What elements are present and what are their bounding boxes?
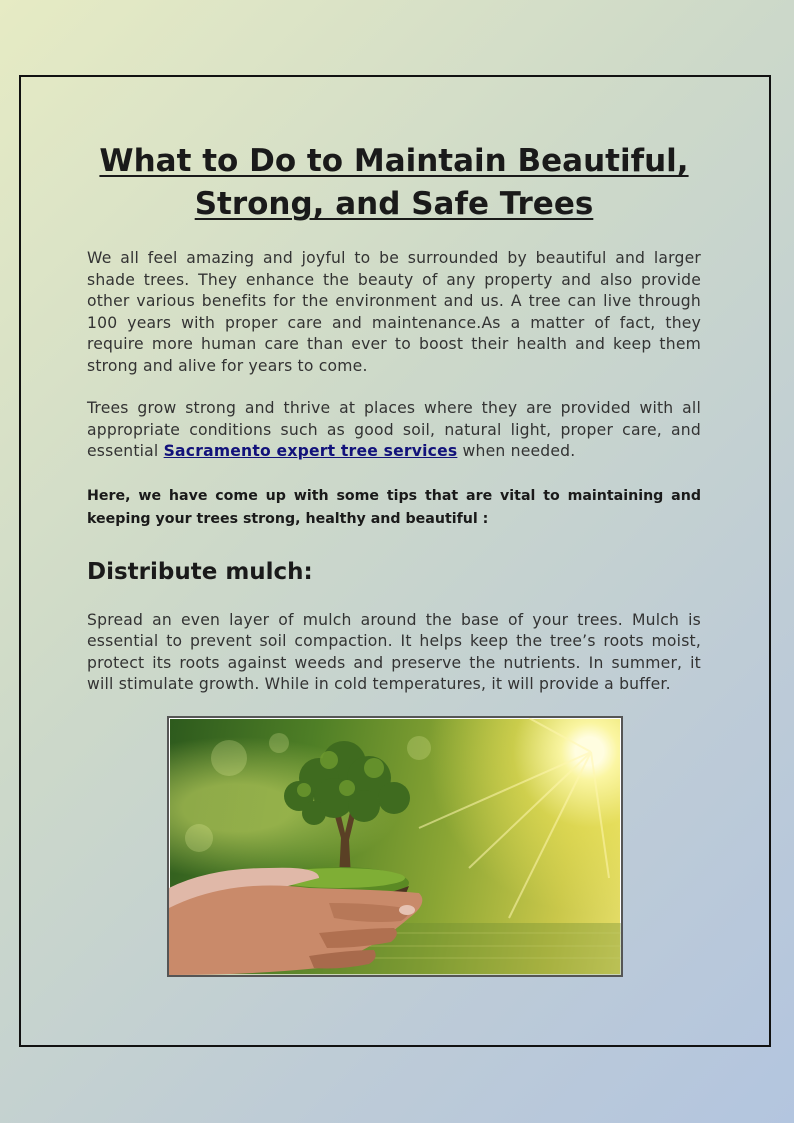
conditions-text-before: Trees grow strong and thrive at places where they are provided with all appropriate conditions such as good soil, natural light, proper care, and essential: [87, 399, 701, 460]
tree-in-hands-image: [167, 716, 623, 977]
conditions-text-after: when needed.: [457, 442, 576, 460]
tips-intro: Here, we have come up with some tips that are vital to maintaining and keeping your trees strong, healthy and beautiful :: [87, 487, 701, 527]
article: [87, 140, 701, 696]
tree-illustration: [169, 718, 621, 975]
section-heading: Distribute mulch:: [87, 558, 313, 585]
page-title: What to Do to Maintain Beautiful, Strong, and Safe Trees: [99, 143, 689, 222]
intro-paragraph: We all feel amazing and joyful to be surrounded by beautiful and larger shade trees. They enhance the beauty of any property and also provide other various benefits for the environment and us. A tree can live through 100 years with proper care and maintenance.As a matter of fact, they require more human care than ever to boost their health and keep them strong and alive for years to come.: [87, 249, 701, 375]
tree-services-link[interactable]: Sacramento expert tree services: [163, 442, 458, 460]
conditions-paragraph: [87, 398, 701, 463]
mulch-paragraph: Spread an even layer of mulch around the base of your trees. Mulch is essential to prevent soil compaction. It helps keep the tree’s roots moist, protect its roots against weeds and preserve the nutrients. In summer, it will stimulate growth. While in cold temperatures, it will provide a buffer.: [87, 610, 701, 693]
